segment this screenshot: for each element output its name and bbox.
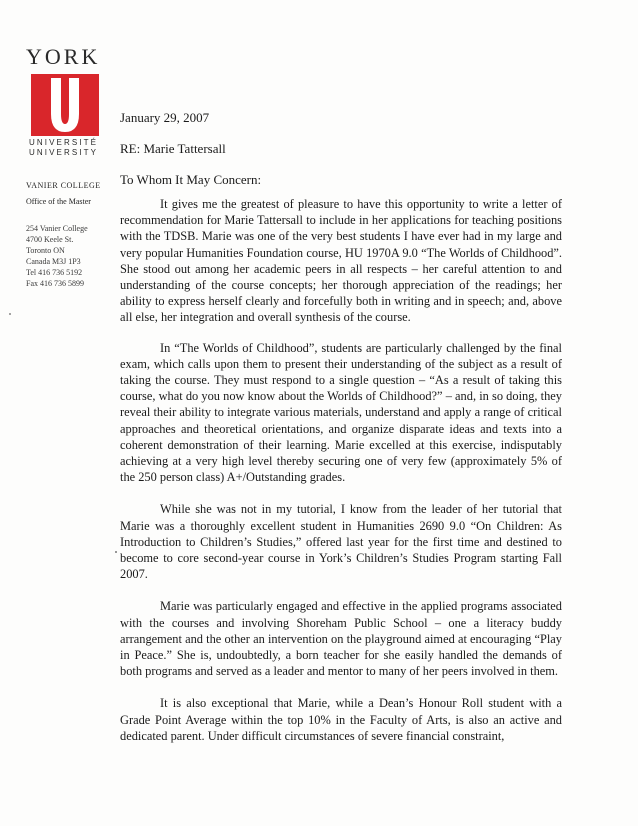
letter-date: January 29, 2007 [120, 110, 210, 125]
logo-university: UNIVERSITY [29, 148, 99, 157]
office-title: Office of the Master [26, 197, 91, 206]
address-line: 4700 Keele St. [26, 235, 74, 244]
body-paragraph: While she was not in my tutorial, I know from the leader of her tutorial that Marie was a thoroughly excellent student in Humanities 2690 9.0 “On Children: As Introduction to Children’s Studies,” offered last year for the first time and destined to become to core second-year course in York’s Children’s Studies Program starting Fall 2007. [120, 502, 562, 582]
letter-salutation: To Whom It May Concern: [120, 172, 262, 187]
address-line: 254 Vanier College [26, 224, 88, 233]
body-paragraph: It is also exceptional that Marie, while a Dean’s Honour Roll student with a Grade Point Average within the top 10% in the Faculty of Arts, is also an active and dedicated parent. Under difficult circumstances of severe financial constraint, [120, 696, 562, 743]
york-u-logo-icon [31, 74, 99, 136]
letter-body [120, 196, 562, 760]
address-fax: Fax 416 736 5899 [26, 279, 84, 288]
scan-speck [115, 551, 117, 553]
body-paragraph: It gives me the greatest of pleasure to have this opportunity to write a letter of recommendation for Marie Tattersall to include in her applications for teaching positions with the TDSB. Marie was one of the very best students I have ever had in my large and very popular Humanities Foundation course, HU 1970A 9.0 “The Worlds of Childhood”. She stood out among her academic peers in all respects – her careful attention to and understanding of the course concepts; her thorough appreciation of the readings; her ability to express herself clearly and forcefully both in writing and in speech; and, above all else, her integration and overall synthesis of the course. [120, 197, 562, 325]
address-line: Toronto ON [26, 246, 65, 255]
sender-address [26, 223, 88, 289]
address-phone: Tel 416 736 5192 [26, 268, 83, 277]
york-u-letterform [31, 74, 99, 136]
york-wordmark: YORK [26, 44, 101, 69]
scan-speck [9, 313, 11, 315]
logo-universite: UNIVERSITÉ [29, 138, 99, 147]
college-name: VANIER COLLEGE [26, 181, 101, 190]
letter-subject: RE: Marie Tattersall [120, 141, 226, 156]
address-line: Canada M3J 1P3 [26, 257, 81, 266]
body-paragraph: Marie was particularly engaged and effective in the applied programs associated with the courses and involving Shoreham Public School – one a literacy buddy arrangement and the other an intervention on the playground aimed at encouraging “Play in Peace.” She is, undoubtedly, a born teacher for she easily handled the demands of both programs and served as a leader and mentor to many of her peers involved in them. [120, 599, 562, 679]
body-paragraph: In “The Worlds of Childhood”, students are particularly challenged by the final exam, which calls upon them to present their understanding of the subject as a result of taking the course. They must respond to a single question – “As a result of taking this course, what do you now know about the Worlds of Childhood?” – and, in so doing, they reveal their ability to integrate various materials, understand and apply a range of critical approaches and theoretical orientations, and organize disparate ideas and texts into a coherent demonstration of their learning. Marie excelled at this exercise, indisputably achieving at a very high level thereby securing one of very few (approximately 5% of the 250 person class) A+/Outstanding grades. [120, 340, 562, 485]
